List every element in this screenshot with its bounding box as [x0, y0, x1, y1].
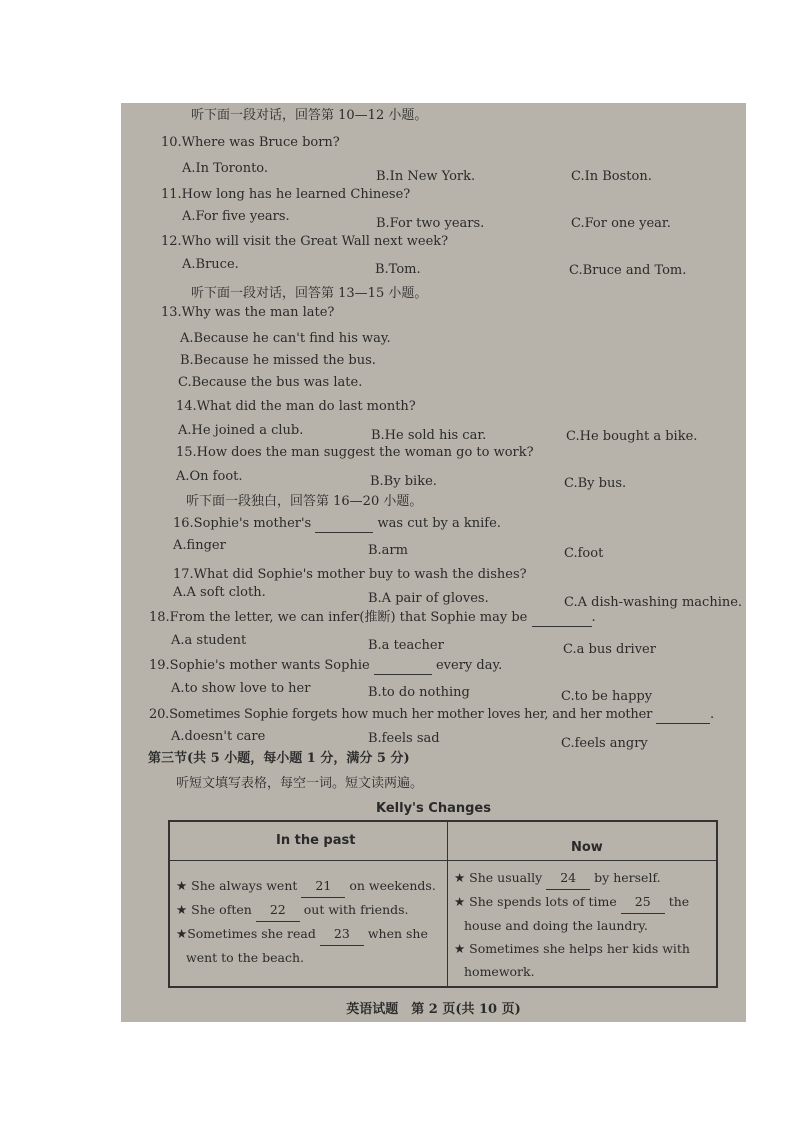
option-18c: C.a bus driver — [563, 642, 656, 657]
table-header-line — [170, 860, 716, 861]
answer-blank-16 — [315, 516, 373, 533]
option-20b: B.feels sad — [368, 731, 440, 746]
answer-blank-25: 25 — [621, 890, 665, 914]
past-line-2 — [176, 898, 442, 922]
option-16a: A.finger — [173, 538, 226, 553]
option-12a: A.Bruce. — [182, 257, 239, 272]
question-20 — [149, 707, 714, 724]
answer-blank-23: 23 — [320, 922, 364, 946]
option-11c: C.For one year. — [571, 216, 671, 231]
option-17c: C.A dish-washing machine. — [564, 595, 743, 610]
question-16 — [173, 516, 501, 533]
option-17b: B.A pair of gloves. — [368, 591, 489, 606]
option-16c: C.foot — [564, 546, 604, 561]
past-line-3-end: when she — [367, 926, 428, 941]
table-divider — [447, 822, 448, 986]
answer-blank-22: 22 — [256, 898, 300, 922]
section-3-heading: 第三节(共 5 小题，每小题 1 分，满分 5 分) — [148, 751, 410, 766]
past-line-1-text: ★ She always went — [176, 878, 298, 893]
kellys-changes-table — [168, 820, 718, 988]
instruction-10-12: 听下面一段对话，回答第 10—12 小题。 — [191, 108, 428, 123]
past-line-2-text: ★ She often — [176, 902, 252, 917]
answer-blank-24: 24 — [546, 866, 590, 890]
question-19-text-end: every day. — [435, 658, 503, 673]
option-14b: B.He sold his car. — [371, 428, 487, 443]
now-line-2-text: ★ She spends lots of time — [454, 894, 617, 909]
instruction-13-15: 听下面一段对话，回答第 13—15 小题。 — [191, 286, 428, 301]
past-line-3 — [176, 922, 442, 946]
question-18-text-end: . — [591, 610, 596, 625]
option-11b: B.For two years. — [376, 216, 485, 231]
option-15c: C.By bus. — [564, 476, 627, 491]
now-line-1 — [454, 866, 720, 890]
question-18 — [149, 610, 596, 627]
page-footer: 英语试题 第 2 页(共 10 页) — [346, 1002, 521, 1017]
option-20a: A.doesn't care — [171, 729, 266, 744]
past-line-2-end: out with friends. — [303, 902, 409, 917]
option-18a: A.a student — [171, 633, 247, 648]
past-line-3-text: ★Sometimes she read — [176, 926, 316, 941]
option-18b: B.a teacher — [368, 638, 444, 653]
exam-page — [121, 103, 746, 1022]
question-15: 15.How does the man suggest the woman go to work? — [176, 445, 534, 460]
past-line-1 — [176, 874, 442, 898]
now-line-2 — [454, 890, 720, 914]
table-title: Kelly's Changes — [376, 801, 491, 816]
option-15a: A.On foot. — [176, 469, 243, 484]
now-cell — [454, 866, 720, 983]
option-15b: B.By bike. — [370, 474, 437, 489]
answer-blank-19 — [374, 658, 432, 675]
option-19c: C.to be happy — [561, 689, 653, 704]
option-10c: C.In Boston. — [571, 169, 652, 184]
option-10b: B.In New York. — [376, 169, 476, 184]
option-10a: A.In Toronto. — [182, 161, 269, 176]
option-13c: C.Because the bus was late. — [178, 375, 363, 390]
option-17a: A.A soft cloth. — [173, 585, 266, 600]
question-10: 10.Where was Bruce born? — [161, 135, 340, 150]
option-13b: B.Because he missed the bus. — [180, 353, 376, 368]
instruction-16-20: 听下面一段独白，回答第 16—20 小题。 — [186, 494, 423, 509]
option-14c: C.He bought a bike. — [566, 429, 698, 444]
table-header-now: Now — [571, 840, 603, 855]
option-12b: B.Tom. — [375, 262, 421, 277]
option-20c: C.feels angry — [561, 736, 648, 751]
question-20-text-end: . — [710, 707, 714, 722]
option-12c: C.Bruce and Tom. — [569, 263, 687, 278]
table-header-past: In the past — [276, 833, 356, 848]
now-line-3: house and doing the laundry. — [464, 918, 648, 933]
question-11: 11.How long has he learned Chinese? — [161, 187, 411, 202]
question-16-text-end: was cut by a knife. — [377, 516, 501, 531]
answer-blank-18 — [532, 610, 592, 627]
past-line-4: went to the beach. — [186, 950, 304, 965]
now-line-5: homework. — [464, 964, 535, 979]
option-13a: A.Because he can't find his way. — [180, 331, 391, 346]
question-20-text: 20.Sometimes Sophie forgets how much her mother loves her, and her mother — [149, 707, 653, 722]
now-line-2-end: the — [668, 894, 690, 909]
past-cell — [176, 874, 442, 969]
question-14: 14.What did the man do last month? — [176, 399, 416, 414]
question-19 — [149, 658, 502, 675]
option-19a: A.to show love to her — [171, 681, 311, 696]
question-16-text: 16.Sophie's mother's — [173, 516, 312, 531]
section-3-instruction: 听短文填写表格，每空一词。短文读两遍。 — [176, 776, 424, 791]
question-19-text: 19.Sophie's mother wants Sophie — [149, 658, 370, 673]
question-18-text: 18.From the letter, we can infer(推断) that Sophie may be — [149, 610, 528, 625]
now-line-1-end: by herself. — [594, 870, 661, 885]
question-17: 17.What did Sophie's mother buy to wash the dishes? — [173, 567, 527, 582]
answer-blank-20 — [656, 707, 710, 724]
past-line-1-end: on weekends. — [349, 878, 436, 893]
option-16b: B.arm — [368, 543, 408, 558]
option-11a: A.For five years. — [182, 209, 290, 224]
now-line-1-text: ★ She usually — [454, 870, 543, 885]
now-line-4: ★ Sometimes she helps her kids with — [454, 941, 690, 956]
option-14a: A.He joined a club. — [178, 423, 304, 438]
question-12: 12.Who will visit the Great Wall next week? — [161, 234, 449, 249]
option-19b: B.to do nothing — [368, 685, 470, 700]
answer-blank-21: 21 — [301, 874, 345, 898]
question-13: 13.Why was the man late? — [161, 305, 335, 320]
